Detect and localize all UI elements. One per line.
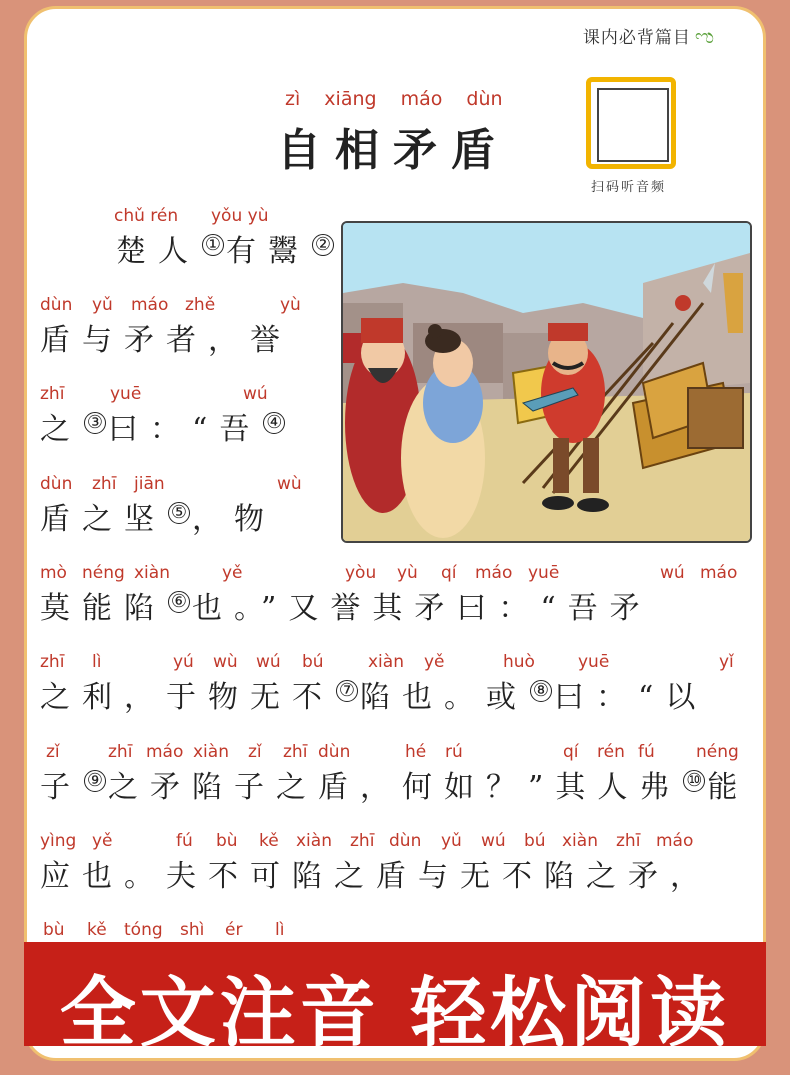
pinyin-syllable: zhī xyxy=(108,742,133,762)
corner-label xyxy=(583,23,715,48)
page-title: 自相矛盾 xyxy=(277,125,509,176)
pinyin-syllable: rén xyxy=(597,742,625,762)
pinyin-syllable: wú xyxy=(243,384,268,404)
pinyin-syllable: zhě xyxy=(185,295,216,315)
banner-text: 全文注音 轻松阅读 xyxy=(59,968,731,1057)
pinyin-syllable: wú xyxy=(660,563,685,583)
hanzi-line xyxy=(40,583,652,627)
hanzi-text: ，物 xyxy=(192,502,276,537)
pinyin-syllable: yǒu yù xyxy=(211,206,269,226)
pinyin-syllable: bù xyxy=(43,920,65,940)
pinyin-syllable: xiàn xyxy=(193,742,229,762)
hanzi-text: 莫能陷 xyxy=(40,591,166,626)
pinyin-syllable: máo xyxy=(700,563,738,583)
pinyin-syllable: zhī xyxy=(350,831,375,851)
footnote-marker: ③ xyxy=(84,412,106,434)
pinyin-syllable: zhī xyxy=(283,742,308,762)
corner-label-text: 课内必背篇目 xyxy=(582,28,691,48)
hanzi-text: 陷也。或 xyxy=(360,680,528,715)
pinyin-syllable: xiàn xyxy=(296,831,332,851)
pinyin-syllable: lì xyxy=(275,920,285,940)
hanzi-line xyxy=(116,226,336,270)
hanzi-line xyxy=(40,404,287,448)
pinyin-syllable: yù xyxy=(280,295,301,315)
hanzi-line xyxy=(40,315,292,359)
pinyin-syllable: hé xyxy=(405,742,427,762)
pinyin-syllable: zǐ xyxy=(46,742,60,762)
pinyin-syllable: dùn xyxy=(40,295,73,315)
pinyin-syllable: yě xyxy=(222,563,243,583)
hanzi-text: 也。”又誉其矛曰：“吾矛 xyxy=(192,591,652,626)
pinyin-syllable: máo xyxy=(656,831,694,851)
footnote-marker: ⑦ xyxy=(336,680,358,702)
pinyin-syllable: zhī xyxy=(40,384,65,404)
footnote-marker: ② xyxy=(312,234,334,256)
pinyin-syllable: yǔ xyxy=(441,831,462,851)
footnote-marker: ④ xyxy=(263,412,285,434)
hanzi-text: 盾之坚 xyxy=(40,502,166,537)
pinyin-syllable: wù xyxy=(277,474,302,494)
pinyin-syllable: chǔ rén xyxy=(114,206,179,226)
pinyin-syllable: huò xyxy=(503,652,535,672)
pinyin-syllable: tóng xyxy=(124,920,163,940)
pinyin-syllable: néng xyxy=(696,742,739,762)
pinyin-syllable: zhī xyxy=(92,474,117,494)
pinyin-syllable: bù xyxy=(216,831,238,851)
hanzi-text: 子 xyxy=(40,770,82,805)
swirl-icon: ಌ xyxy=(694,24,715,48)
pinyin-syllable: dùn xyxy=(318,742,351,762)
pinyin-syllable: dùn xyxy=(40,474,73,494)
illustration-svg xyxy=(343,223,750,541)
pinyin-syllable: bú xyxy=(524,831,546,851)
pinyin-syllable: ér xyxy=(225,920,243,940)
hanzi-line xyxy=(40,851,712,895)
hanzi-text: 曰：“以 xyxy=(554,680,708,715)
pinyin-syllable: zhī xyxy=(40,652,65,672)
pinyin-syllable: wú xyxy=(256,652,281,672)
pinyin-syllable: qí xyxy=(563,742,579,762)
pinyin-syllable: néng xyxy=(82,563,125,583)
pinyin-syllable: kě xyxy=(259,831,279,851)
pinyin-syllable: dùn xyxy=(389,831,422,851)
pinyin-syllable: yuē xyxy=(578,652,610,672)
pinyin-syllable: yě xyxy=(424,652,445,672)
pinyin-syllable: máo xyxy=(475,563,513,583)
qr-label: 扫码听音频 xyxy=(591,180,667,195)
footnote-marker: ⑧ xyxy=(530,680,552,702)
pinyin-syllable: yú xyxy=(173,652,194,672)
pinyin-syllable: kě xyxy=(87,920,107,940)
pinyin-syllable: yòu xyxy=(345,563,377,583)
hanzi-text: 曰：“吾 xyxy=(108,412,262,447)
footnote-marker: ⑤ xyxy=(168,502,190,524)
hanzi-text: 之矛陷子之盾，何如？”其人弗 xyxy=(108,770,682,805)
pinyin-syllable: wú xyxy=(481,831,506,851)
promo-banner xyxy=(24,942,766,1057)
pinyin-syllable: yìng xyxy=(40,831,77,851)
pinyin-syllable: yuē xyxy=(528,563,560,583)
footnote-marker: ⑨ xyxy=(84,770,106,792)
hanzi-text: 盾与矛者，誉 xyxy=(40,323,292,358)
qr-code[interactable] xyxy=(586,77,676,169)
pinyin-syllable: wù xyxy=(213,652,238,672)
title-pinyin: zì xiāng máo dùn xyxy=(285,88,503,110)
hanzi-line xyxy=(40,762,749,806)
pinyin-syllable: jiān xyxy=(134,474,165,494)
pinyin-syllable: yě xyxy=(92,831,113,851)
pinyin-syllable: yuē xyxy=(110,384,142,404)
pinyin-syllable: bú xyxy=(302,652,324,672)
pinyin-syllable: zhī xyxy=(616,831,641,851)
hanzi-line xyxy=(40,672,707,716)
hanzi-text: 之利，于物无不 xyxy=(40,680,334,715)
pinyin-syllable: xiàn xyxy=(368,652,404,672)
pinyin-syllable: zǐ xyxy=(248,742,262,762)
hanzi-text: 之 xyxy=(40,412,82,447)
pinyin-syllable: yǐ xyxy=(719,652,734,672)
footnote-marker: ① xyxy=(202,234,224,256)
hanzi-text: 能 xyxy=(707,770,750,805)
hanzi-text: 楚人 xyxy=(116,234,200,269)
pinyin-syllable: mò xyxy=(40,563,67,583)
pinyin-syllable: fú xyxy=(638,742,655,762)
footnote-marker: ⑥ xyxy=(168,591,190,613)
pinyin-syllable: máo xyxy=(131,295,169,315)
pinyin-syllable: rú xyxy=(445,742,463,762)
story-illustration xyxy=(341,221,752,543)
hanzi-text: 有鬻 xyxy=(226,234,310,269)
pinyin-syllable: shì xyxy=(180,920,205,940)
pinyin-syllable: fú xyxy=(176,831,193,851)
footnote-marker: ⑩ xyxy=(683,770,705,792)
hanzi-text: 应也。夫不可陷之盾与无不陷之矛， xyxy=(40,859,712,894)
pinyin-syllable: xiàn xyxy=(134,563,170,583)
qr-pattern xyxy=(597,88,669,162)
hanzi-line xyxy=(40,494,276,538)
pinyin-syllable: yǔ xyxy=(92,295,113,315)
pinyin-syllable: yù xyxy=(397,563,418,583)
pinyin-syllable: xiàn xyxy=(562,831,598,851)
pinyin-syllable: máo xyxy=(146,742,184,762)
pinyin-syllable: qí xyxy=(441,563,457,583)
pinyin-syllable: lì xyxy=(92,652,102,672)
